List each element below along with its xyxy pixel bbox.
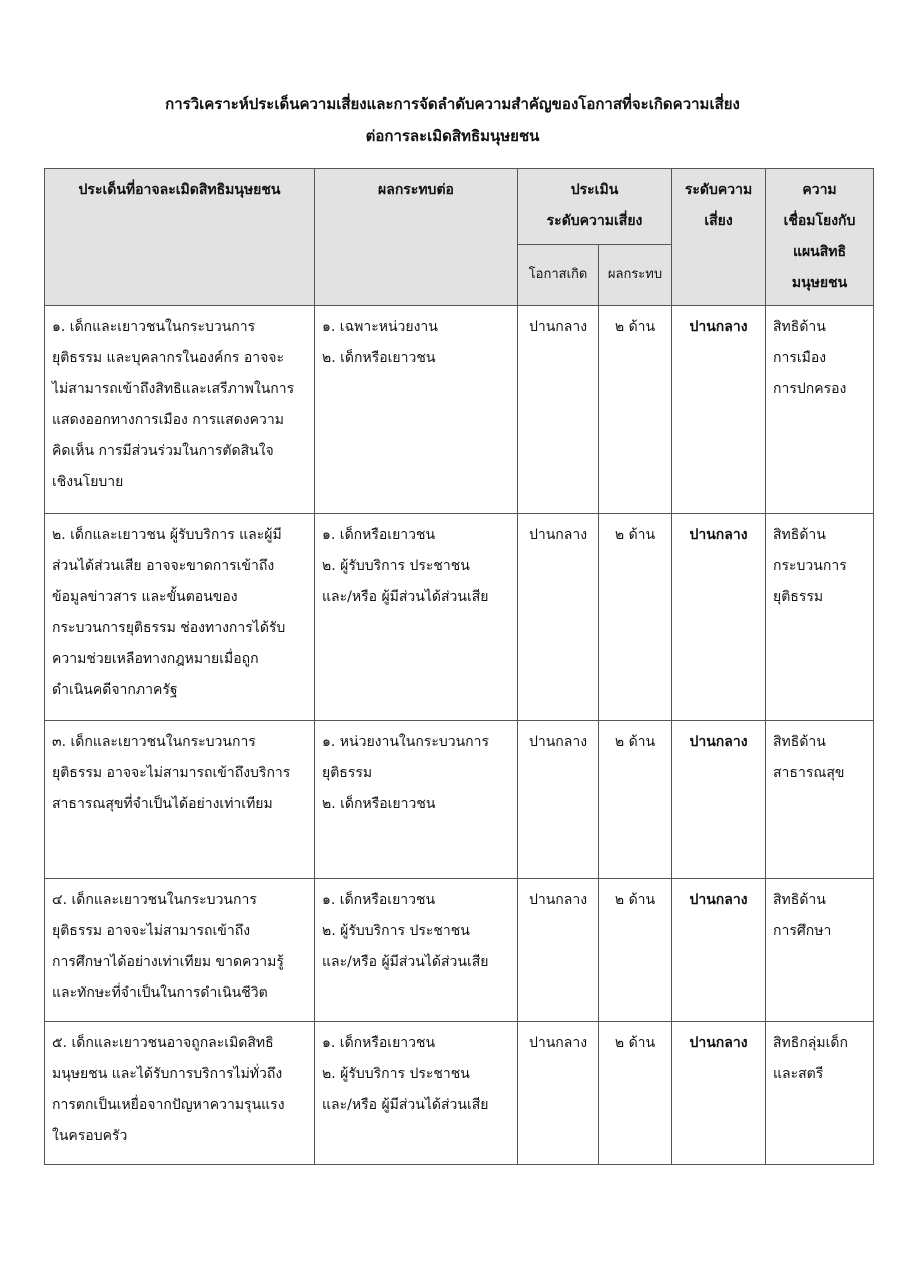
human-rights-link-cell-line: สาธารณสุข xyxy=(773,765,845,781)
issue-cell-line: ๓. เด็กและเยาวชนในกระบวนการ xyxy=(52,734,256,750)
human-rights-link-cell-line: การเมือง xyxy=(773,350,827,366)
impact-cell-line: และ/หรือ ผู้มีส่วนได้ส่วนเสีย xyxy=(322,1097,489,1113)
issue-cell-line: ๒. เด็กและเยาวชน ผู้รับบริการ และผู้มี xyxy=(52,527,282,543)
table-row xyxy=(45,306,874,514)
likelihood-cell: ปานกลาง xyxy=(518,1022,599,1165)
header-issue: ประเด็นที่อาจละเมิดสิทธิมนุษยชน xyxy=(45,169,315,306)
impact-cell-line: ๑. เฉพาะหน่วยงาน xyxy=(322,319,438,335)
issue-cell xyxy=(45,721,315,879)
issue-cell-line: ๕. เด็กและเยาวชนอาจถูกละเมิดสิทธิ xyxy=(52,1035,274,1051)
impact-cell xyxy=(315,514,518,721)
issue-cell-line: การศึกษาได้อย่างเท่าเทียม ขาดความรู้ xyxy=(52,954,284,970)
issue-cell xyxy=(45,306,315,514)
table-row xyxy=(45,514,874,721)
impact-level-cell: ๒ ด้าน xyxy=(599,879,672,1022)
impact-level-cell: ๒ ด้าน xyxy=(599,514,672,721)
issue-cell-line: สาธารณสุขที่จำเป็นได้อย่างเท่าเทียม xyxy=(52,796,273,812)
issue-cell-line: ๑. เด็กและเยาวชนในกระบวนการ xyxy=(52,319,256,335)
table-body xyxy=(45,306,874,1165)
issue-cell-line: และทักษะที่จำเป็นในการดำเนินชีวิต xyxy=(52,985,268,1001)
header-assessment-line-1: ประเมิน xyxy=(570,182,619,198)
risk-level-cell: ปานกลาง xyxy=(672,721,766,879)
issue-cell-line: คิดเห็น การมีส่วนร่วมในการตัดสินใจ xyxy=(52,443,274,459)
impact-cell-line: ๒. เด็กหรือเยาวชน xyxy=(322,796,436,812)
human-rights-link-cell-line: ยุติธรรม xyxy=(773,589,824,605)
header-human-rights-link xyxy=(766,169,874,306)
likelihood-cell: ปานกลาง xyxy=(518,514,599,721)
issue-cell-line: ส่วนได้ส่วนเสีย อาจจะขาดการเข้าถึง xyxy=(52,558,275,574)
risk-level-cell: ปานกลาง xyxy=(672,306,766,514)
issue-cell xyxy=(45,514,315,721)
human-rights-link-cell xyxy=(766,514,874,721)
header-link-line-3: แผนสิทธิ xyxy=(792,244,847,260)
risk-level-cell: ปานกลาง xyxy=(672,1022,766,1165)
header-risk-level-line-2: เสี่ยง xyxy=(704,213,733,229)
issue-cell-line: แสดงออกทางการเมือง การแสดงความ xyxy=(52,412,284,428)
impact-cell xyxy=(315,879,518,1022)
issue-cell-line: ไม่สามารถเข้าถึงสิทธิและเสรีภาพในการ xyxy=(52,381,295,397)
table-row xyxy=(45,1022,874,1165)
impact-cell-line: ยุติธรรม xyxy=(322,765,373,781)
impact-cell-line: และ/หรือ ผู้มีส่วนได้ส่วนเสีย xyxy=(322,589,489,605)
title-line-1: การวิเคราะห์ประเด็นความเสี่ยงและการจัดลำดับความสำคัญของโอกาสที่จะเกิดความเสี่ยง xyxy=(165,95,740,113)
human-rights-link-cell-line: สิทธิกลุ่มเด็ก xyxy=(773,1035,848,1051)
likelihood-cell: ปานกลาง xyxy=(518,721,599,879)
issue-cell xyxy=(45,879,315,1022)
human-rights-link-cell-line: สิทธิด้าน xyxy=(773,527,826,543)
header-assessment xyxy=(518,169,672,245)
issue-cell-line: ยุติธรรม และบุคลากรในองค์กร อาจจะ xyxy=(52,350,285,366)
impact-level-cell: ๒ ด้าน xyxy=(599,306,672,514)
header-link-line-4: มนุษยชน xyxy=(791,275,848,291)
risk-level-cell: ปานกลาง xyxy=(672,514,766,721)
human-rights-link-cell-line: สิทธิด้าน xyxy=(773,892,826,908)
human-rights-link-cell xyxy=(766,306,874,514)
human-rights-link-cell-line: การปกครอง xyxy=(773,381,847,397)
issue-cell xyxy=(45,1022,315,1165)
header-likelihood: โอกาสเกิด xyxy=(518,244,599,305)
impact-cell-line: ๒. ผู้รับบริการ ประชาชน xyxy=(322,1066,470,1082)
impact-cell-line: ๑. เด็กหรือเยาวชน xyxy=(322,1035,436,1051)
issue-cell-line: ดำเนินคดีจากภาครัฐ xyxy=(52,682,178,698)
human-rights-link-cell xyxy=(766,721,874,879)
title-line-2: ต่อการละเมิดสิทธิมนุษยชน xyxy=(365,127,540,145)
table-row xyxy=(45,879,874,1022)
issue-cell-line: การตกเป็นเหยื่อจากปัญหาความรุนแรง xyxy=(52,1097,285,1113)
header-impact: ผลกระทบต่อ xyxy=(315,169,518,306)
issue-cell-line: ข้อมูลข่าวสาร และขั้นตอนของ xyxy=(52,589,238,605)
likelihood-cell: ปานกลาง xyxy=(518,306,599,514)
issue-cell-line: ความช่วยเหลือทางกฎหมายเมื่อถูก xyxy=(52,651,259,667)
header-risk-level-line-1: ระดับความ xyxy=(684,182,753,198)
impact-level-cell: ๒ ด้าน xyxy=(599,721,672,879)
header-impact-level: ผลกระทบ xyxy=(599,244,672,305)
impact-cell-line: ๒. ผู้รับบริการ ประชาชน xyxy=(322,923,470,939)
risk-level-cell: ปานกลาง xyxy=(672,879,766,1022)
impact-cell-line: ๒. ผู้รับบริการ ประชาชน xyxy=(322,558,470,574)
impact-cell-line: และ/หรือ ผู้มีส่วนได้ส่วนเสีย xyxy=(322,954,489,970)
header-link-line-1: ความ xyxy=(802,182,837,198)
table-header xyxy=(45,169,874,306)
impact-cell-line: ๒. เด็กหรือเยาวชน xyxy=(322,350,436,366)
human-rights-link-cell-line: กระบวนการ xyxy=(773,558,847,574)
human-rights-link-cell-line: และสตรี xyxy=(773,1066,824,1082)
impact-cell-line: ๑. เด็กหรือเยาวชน xyxy=(322,527,436,543)
issue-cell-line: ยุติธรรม อาจจะไม่สามารถเข้าถึงบริการ xyxy=(52,765,291,781)
impact-level-cell: ๒ ด้าน xyxy=(599,1022,672,1165)
impact-cell-line: ๑. หน่วยงานในกระบวนการ xyxy=(322,734,490,750)
human-rights-link-cell-line: สิทธิด้าน xyxy=(773,319,826,335)
impact-cell xyxy=(315,721,518,879)
impact-cell xyxy=(315,306,518,514)
human-rights-link-cell xyxy=(766,879,874,1022)
impact-cell-line: ๑. เด็กหรือเยาวชน xyxy=(322,892,436,908)
issue-cell-line: ๔. เด็กและเยาวชนในกระบวนการ xyxy=(52,892,257,908)
document-title xyxy=(0,88,905,152)
human-rights-link-cell-line: สิทธิด้าน xyxy=(773,734,826,750)
issue-cell-line: มนุษยชน และได้รับการบริการไม่ทั่วถึง xyxy=(52,1066,283,1082)
likelihood-cell: ปานกลาง xyxy=(518,879,599,1022)
header-assessment-line-2: ระดับความเสี่ยง xyxy=(546,213,643,229)
human-rights-link-cell xyxy=(766,1022,874,1165)
header-risk-level xyxy=(672,169,766,306)
issue-cell-line: ในครอบครัว xyxy=(52,1128,128,1144)
header-link-line-2: เชื่อมโยงกับ xyxy=(783,213,856,229)
issue-cell-line: เชิงนโยบาย xyxy=(52,474,124,490)
issue-cell-line: ยุติธรรม อาจจะไม่สามารถเข้าถึง xyxy=(52,923,251,939)
issue-cell-line: กระบวนการยุติธรรม ช่องทางการได้รับ xyxy=(52,620,286,636)
human-rights-link-cell-line: การศึกษา xyxy=(773,923,832,939)
risk-analysis-table xyxy=(44,168,874,1165)
table-row xyxy=(45,721,874,879)
impact-cell xyxy=(315,1022,518,1165)
